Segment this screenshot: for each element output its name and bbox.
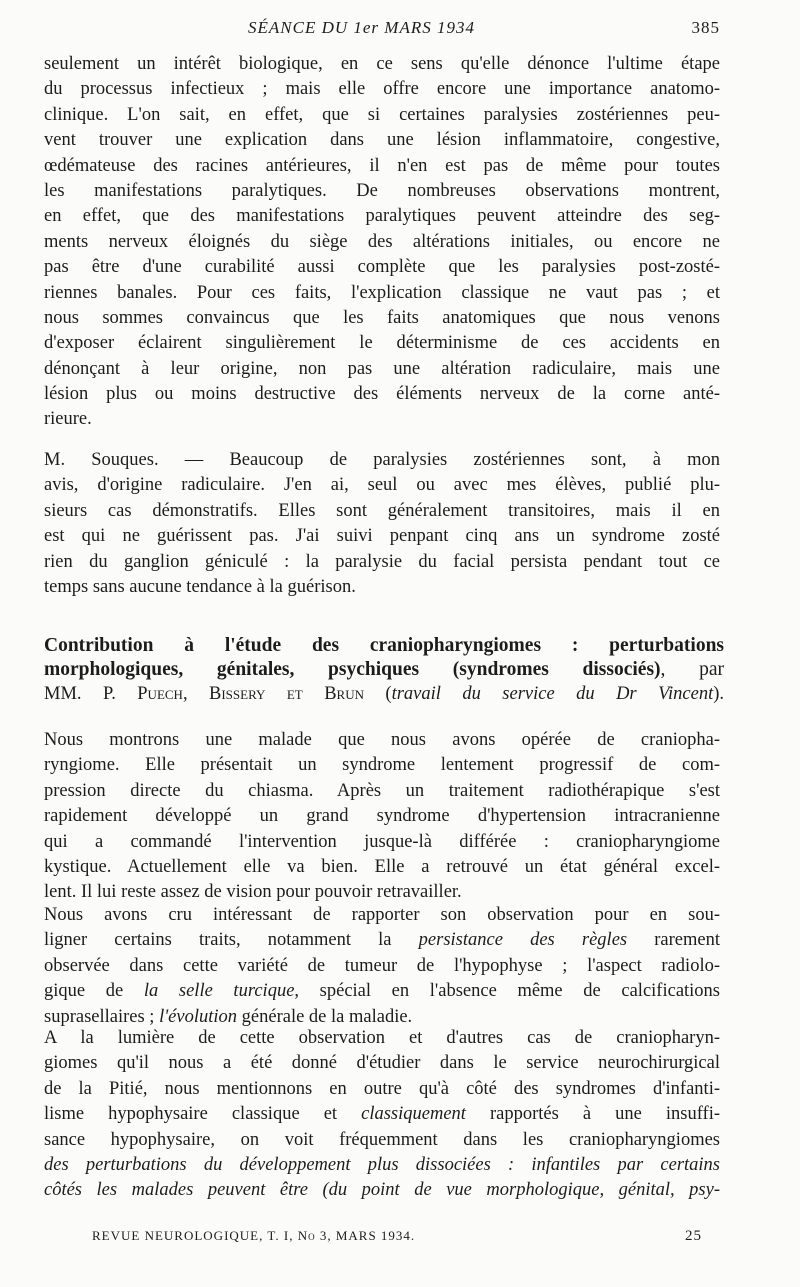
- paragraph-observation-traits: [44, 903, 720, 1030]
- text-line: giomes qu'il nous a été donné d'étudier dans le service neurochirurgical: [44, 1053, 720, 1074]
- article-heading: [44, 634, 724, 706]
- authors-suffix: ).: [713, 684, 724, 704]
- text-line: Nous avons cru intéressant de rapporter son observation pour en sou-: [44, 905, 720, 925]
- heading-line: Contribution à l'étude des craniopharyngiomes : perturbations: [44, 635, 724, 656]
- page-number: 385: [691, 18, 720, 37]
- text-line: les manifestations paralytiques. De nombreuses observations montrent,: [44, 180, 720, 201]
- heading-authors: [44, 682, 724, 706]
- text-line: côtés les malades peuvent être (du point de vue morphologique, génital, psy-: [44, 1180, 720, 1201]
- italic-run: persistance des règles: [418, 930, 628, 951]
- text-line: [44, 928, 720, 953]
- text-line: sance hypophysaire, on voit fréquemment dans les craniopharyngiomes: [44, 1129, 720, 1150]
- text-run: ligner certains traits, notamment la: [44, 930, 419, 951]
- text-line: avis, d'origine radiculaire. J'en ai, seul ou avec mes élèves, publié plu-: [44, 475, 720, 496]
- text-run: rarement: [627, 930, 720, 951]
- text-line: lésion plus ou moins destructive des éléments nerveux de la corne anté-: [44, 384, 720, 405]
- text-line: œdémateuse des racines antérieures, il n'en est pas de même pour toutes: [44, 155, 720, 176]
- text-line: des perturbations du développement plus dissociées : infantiles par certains: [44, 1154, 720, 1175]
- text-line: A la lumière de cette observation et d'autres cas de craniopharyn-: [44, 1028, 720, 1048]
- heading-line: [44, 658, 724, 682]
- text-run: suprasellaires ;: [44, 1006, 160, 1027]
- text-line: d'exposer éclairent singulièrement le déterminisme de ces accidents en: [44, 333, 720, 354]
- text-line: de la Pitié, nous mentionnons en outre qu'à côté des syndromes d'infanti-: [44, 1078, 720, 1099]
- text-run: rapportés à une insuffi-: [465, 1104, 720, 1125]
- heading-tail: , par: [660, 659, 724, 680]
- text-line: pas être d'une curabilité aussi complète que les paralysies post-zosté-: [44, 257, 720, 278]
- text-line: dénonçant à leur origine, non pas une altération radiculaire, mais une: [44, 358, 720, 379]
- journal-reference: REVUE NEUROLOGIQUE, T. I, No 3, MARS 1934.: [92, 1228, 416, 1243]
- text-line: nous sommes convaincus que les faits anatomiques que nous venons: [44, 307, 720, 328]
- italic-run: l'évolution: [159, 1006, 238, 1027]
- text-line: du processus infectieux ; mais elle offre encore une importance anatomo-: [44, 79, 720, 100]
- text-line: vent trouver une explication dans une lésion inflammatoire, congestive,: [44, 130, 720, 151]
- text-line: est qui ne guérissent pas. J'ai suivi penpant cinq ans un syndrome zosté: [44, 526, 720, 547]
- text-line: rien du ganglion géniculé : la paralysie du facial persista pendant tout ce: [44, 551, 720, 572]
- text-line: en effet, que des manifestations paralytiques peuvent atteindre des seg-: [44, 206, 720, 227]
- text-line: M. Souques. — Beaucoup de paralysies zostériennes sont, à mon: [44, 450, 720, 470]
- text-run: lisme hypophysaire classique et: [44, 1104, 362, 1125]
- authors-prefix: MM. P. Puech, Bissery et Brun (: [44, 684, 392, 704]
- text-line: lent. Il lui reste assez de vision pour pouvoir retravailler.: [44, 882, 462, 903]
- italic-run: classiquement: [361, 1104, 466, 1125]
- text-line: pression directe du chiasma. Après un traitement radiothérapique s'est: [44, 780, 720, 801]
- italic-run: la selle turcique: [143, 981, 295, 1002]
- text-line: [44, 1102, 720, 1127]
- text-run: gique de: [44, 981, 144, 1002]
- paragraph-case-report: [44, 728, 720, 906]
- text-line: sieurs cas démonstratifs. Elles sont généralement transitoires, mais il en: [44, 500, 720, 521]
- text-line: [44, 979, 720, 1004]
- running-head: [240, 18, 720, 42]
- paragraph-dissociated-syndromes: [44, 1026, 720, 1204]
- text-line: kystique. Actuellement elle va bien. Elle a retrouvé un état général excel-: [44, 856, 720, 877]
- paragraph-souques-comment: [44, 448, 720, 600]
- text-line: qui a commandé l'intervention jusque-là différée : craniopharyngiome: [44, 831, 720, 852]
- page-footer: [92, 1228, 702, 1250]
- paragraph-zoster-anatomy: [44, 52, 720, 433]
- text-line: seulement un intérêt biologique, en ce sens qu'elle dénonce l'ultime étape: [44, 54, 720, 74]
- authors-service: travail du service du Dr Vincent: [391, 684, 714, 704]
- text-line: riennes banales. Pour ces faits, l'explication classique ne vaut pas ; et: [44, 282, 720, 303]
- text-line: rapidement développé un grand syndrome d'hypertension intracranienne: [44, 806, 720, 827]
- text-line: ryngiome. Elle présentait un syndrome lentement progressif de com-: [44, 755, 720, 776]
- text-line: ments nerveux éloignés du siège des altérations initiales, ou encore ne: [44, 231, 720, 252]
- text-run: générale de la maladie.: [237, 1006, 413, 1027]
- heading-bold-text: morphologiques, génitales, psychiques (syndromes dissociés): [44, 659, 661, 680]
- signature-mark: 25: [685, 1228, 702, 1244]
- text-line: temps sans aucune tendance à la guérison.: [44, 576, 356, 597]
- text-run: , spécial en l'absence même de calcifications: [294, 981, 720, 1002]
- text-line: clinique. L'on sait, en effet, que si certaines paralysies zostériennes peu-: [44, 104, 720, 125]
- text-line: rieure.: [44, 409, 92, 430]
- text-line: Nous montrons une malade que nous avons opérée de craniopha-: [44, 730, 720, 750]
- text-line: observée dans cette variété de tumeur de l'hypophyse ; l'aspect radiolo-: [44, 955, 720, 976]
- running-head-title: SÉANCE DU 1er MARS 1934: [248, 18, 475, 37]
